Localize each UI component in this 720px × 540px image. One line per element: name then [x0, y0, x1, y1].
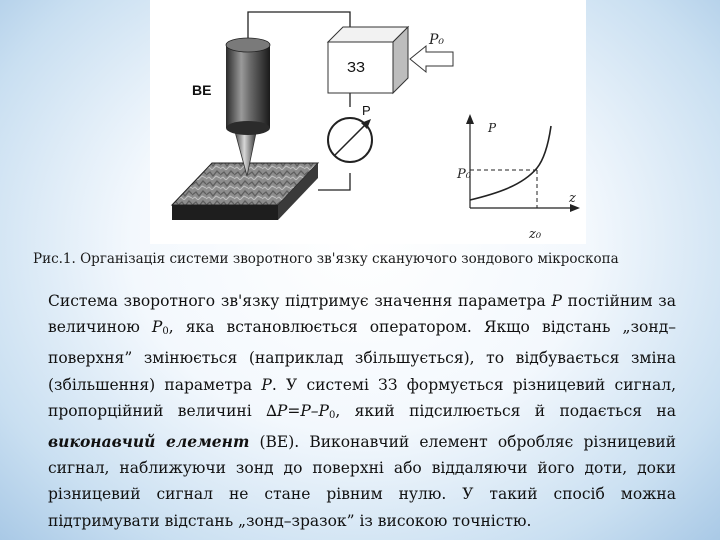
zz-label: ЗЗ — [347, 59, 366, 76]
p-z-graph — [466, 114, 580, 212]
graph-y-label: P — [488, 121, 497, 135]
formula-subscript: 0 — [328, 409, 336, 421]
be-label: ВЕ — [192, 82, 212, 98]
figure-panel — [150, 0, 586, 244]
graph-p0-label: P₀ — [457, 167, 471, 182]
var-p0-subscript: 0 — [162, 326, 169, 338]
p-meter — [328, 118, 372, 162]
var-p: P — [261, 375, 272, 394]
sample-block — [172, 163, 318, 220]
figure-caption: Рис.1. Організація системи зворотного зв'язку скануючого зондового мікроскопа — [33, 251, 619, 267]
feedback-box-zz — [328, 27, 408, 93]
var-p0: P — [151, 318, 163, 337]
feedback-system-diagram — [150, 0, 586, 244]
graph-z-label: z — [569, 191, 576, 206]
graph-z0-label: z₀ — [529, 227, 542, 242]
actuator-term: виконавчий елемент — [48, 432, 250, 452]
p-meter-label: P — [362, 103, 371, 118]
actuator-cylinder — [226, 38, 270, 135]
delta-symbol: ∆ — [266, 401, 277, 420]
p0-input-label: P₀ — [429, 32, 445, 48]
var-p: P — [551, 292, 562, 310]
delta-p-formula: P=P–P — [276, 401, 329, 420]
body-paragraph: Система зворотного зв'язку підтримує значення параметра P постійним за величиною $P_0$, яка встановлюється оператором. Якщо відстань „зонд–поверхня” змінюється (наприклад збільшується), то відбувається зміна (збільшення) параметра P. У системі ЗЗ формується різницевий сигнал, пропорційний величині $\Delta P=P-P_0$, який підсилюється й подається на виконавчий елемент (ВЕ). Виконавчий елемент обробляє різницевий сигнал, наближуючи зонд до поверхні або віддаляючи його доти, доки різницевий сигнал не стане рівним нулю. У такий спосіб можна підтримувати відстань „зонд–зразок” із високою точністю. — [48, 292, 677, 530]
p0-input-arrow — [410, 46, 453, 72]
